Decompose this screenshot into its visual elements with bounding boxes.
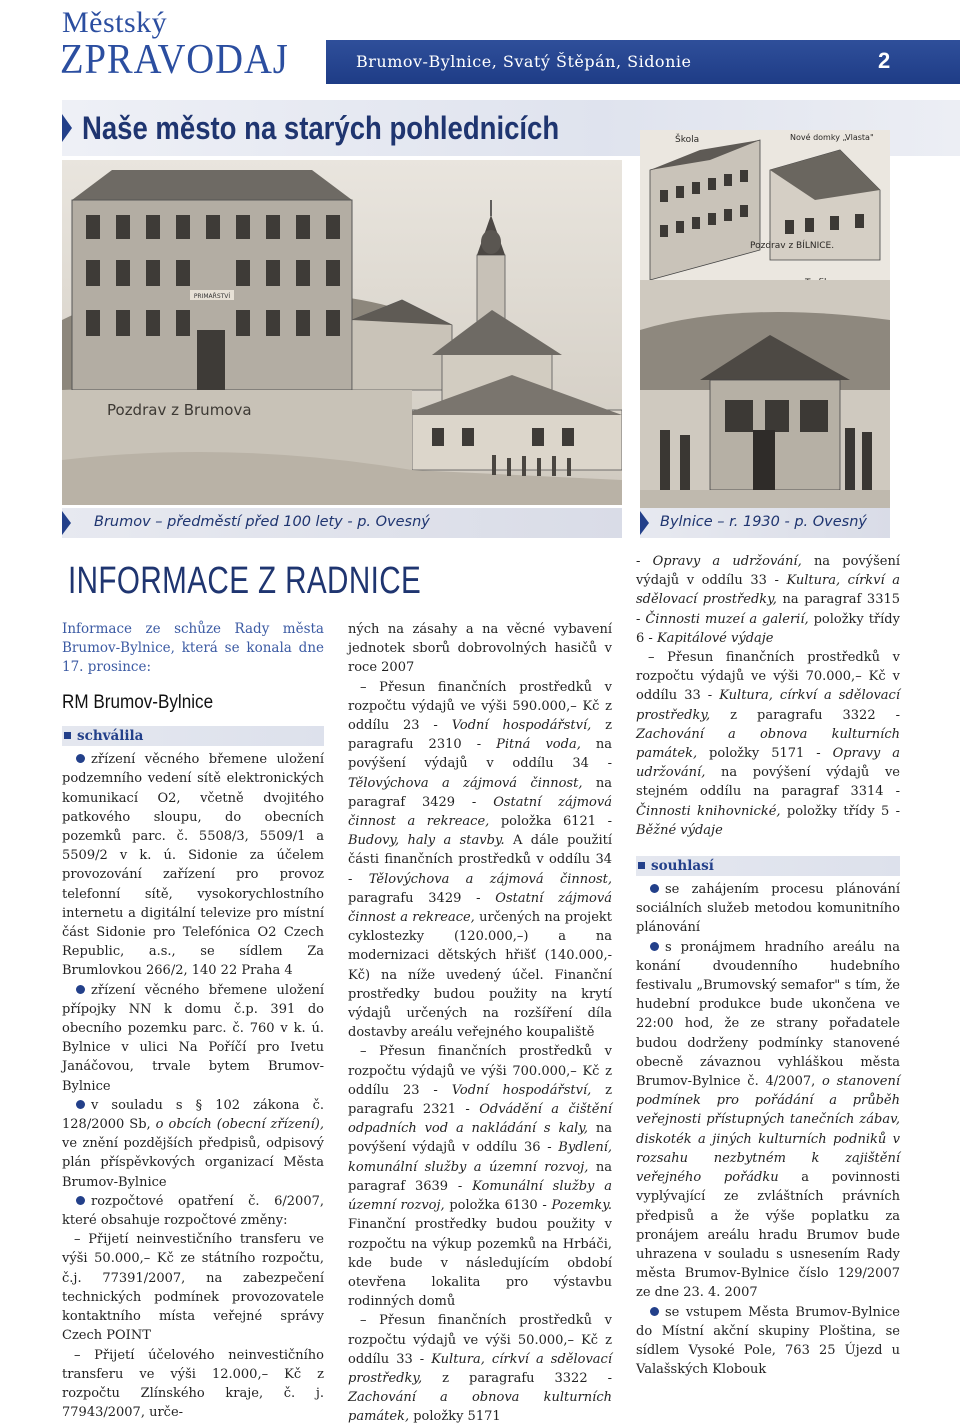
text-italic: Ostatní zájmová činnost a rekreace, [348, 794, 612, 830]
text: Finanční prostředky budou použity v rozpočtu na výkup pozemků na Hrbáči, kde bude v následujícím období otevřena lokalita pro výstavbu rodinných domů [348, 1217, 612, 1310]
label-houses: Nové domky „Vlasta" [790, 133, 874, 142]
text-italic: Bydlení, komunální služby a územní rozvoj, [348, 1140, 612, 1175]
column-2 [348, 620, 612, 1427]
text: na povýšení výdajů v oddílu 33 - [636, 554, 900, 589]
text: na paragraf 3315 - [636, 592, 901, 627]
paragraph-text: a povinnosti vyplývající ze zvláštních právních předpisů a že výše poplatku za pronájem areálu hradu Brumov bude uhrazena v souladu s usnesením Rady města Brumov-Bylnice číslo 129/2007 ze dne 23. 4. 2007 [636, 1170, 900, 1301]
paragraph [62, 981, 324, 1096]
label-school: Škola [675, 135, 700, 145]
caption-right: Bylnice – r. 1930 - p. Ovesný [660, 514, 868, 530]
text-italic: Odvádění a čištění odpadních vod a nakládání s kaly, [348, 1102, 612, 1137]
section-heading: INFORMACE Z RADNICE [68, 560, 422, 602]
text: – Přesun finančních prostředků v rozpočtu výdajů ve výši 700.000,– Kč z oddílu 23 - [348, 1044, 612, 1098]
text: na povýšení výdajů v oddílu 34 - [348, 737, 613, 772]
paragraph [636, 648, 900, 840]
caption-left: Brumov – předměstí před 100 lety - p. Ovesný [94, 514, 430, 530]
greeting-brumov: Pozdrav z Brumova [107, 401, 252, 419]
paragraph-text: v souladu s § 102 zákona č. 128/2000 Sb, [62, 1097, 324, 1133]
text: - [636, 554, 641, 569]
text: – Přesun finančních prostředků v rozpočtu výdajů ve výši 590.000,– Kč z oddílu 23 - [348, 679, 612, 734]
text-italic: Tělovýchova a zájmová činnost, [348, 775, 583, 791]
paragraph [348, 1042, 612, 1311]
paragraph [348, 678, 612, 1043]
text-italic: Kultura, církví a sdělovací prostředky, [636, 688, 900, 723]
caption-left-arrow-icon [62, 511, 71, 535]
text: položky třídy 6 - [636, 611, 900, 646]
text-italic: Ostatní zájmová činnost a rekreace, [348, 890, 612, 926]
square-bullet-icon [638, 862, 645, 869]
column-1 [62, 620, 324, 1422]
paragraph-text: s pronájmem hradního areálu na konání dvoudenního hudebního festivalu „Brumovský semafor" s tím, že hudební produkce bude ukončena ve 22:00 hod, že ze strany pořadatele budou dodrženy podmínky stanovené obecně závaznou vyhláškou města Brumov-Bylnice č. 4/2007, [636, 939, 900, 1090]
masthead-line1: Městský [62, 6, 168, 39]
bullet-icon [650, 884, 659, 893]
paragraph-text-italic: o stanovení podmínek pro pořádání a průběh veřejnosti přístupných tanečních zábav, diskoték a jiných kulturních podniků v rozsahu nezbytném k zajištění veřejného pořádku [636, 1074, 900, 1186]
caption-right-arrow-icon [640, 511, 649, 535]
text: položky třídy 5 - [786, 803, 901, 819]
paragraph [636, 880, 900, 938]
text-italic: Vodní hospodářství, [451, 718, 592, 734]
text-italic: Zachování a obnova kulturních památek, [348, 1390, 612, 1425]
postcard-brumov-drawing [62, 160, 622, 505]
tag-bar-souhlasi [636, 856, 900, 876]
bullet-icon [76, 1100, 85, 1109]
text: určených na projekt cyklostezky (120.000,–) a na modernizaci dětských hřišť (140.000,- Kč) na níže uvedený účel. Finanční prostředky budou použity na krytí výdajů určených na rozšíření díla dostavby areálu veřejného koupaliště [348, 910, 612, 1041]
text: z paragrafu 2321 - [348, 1082, 613, 1118]
paragraph-text: zřízení věcného břemene uložení podzemního vedení sítě elektronických komunikací O2, včetně dvojitého patkového sloupu, do obecních pozemků parc. č. 5508/3, 5509/1 a 5509/2 v k. ú. Sidonie za účelem provozování zařízení pro provoz telefonní sítě, vysokorychlostního internetu a digitální televize pro místní část Sidonie pro Telefónica O2 Czech Republic, a.s., se sídlem Za Brumlovkou 266/2, 140 22 Praha 4 [62, 752, 324, 979]
text-italic: Kultura, církví a sdělovací prostředky, [348, 1351, 612, 1386]
page-title: Naše město na starých pohlednicích [82, 110, 560, 146]
text-italic: Pozemky. [551, 1198, 612, 1214]
column-3 [636, 552, 900, 1379]
postcard-bylnice [640, 130, 890, 508]
tag-bar-schvalila [62, 726, 324, 746]
square-bullet-icon [64, 732, 71, 739]
text-italic: Vodní hospodářství, [451, 1082, 592, 1098]
text: na povýšení výdajů ve stejném oddílu na paragraf 3314 - [636, 765, 900, 800]
text-italic: Zachování a obnova kulturních památek, [636, 726, 900, 762]
text-italic: Tělovýchova a zájmová činnost, [368, 871, 612, 887]
text: paragrafu 3429 - [348, 890, 481, 906]
text: z paragrafu 3322 - [730, 707, 900, 723]
text-italic: Opravy a udržování, [652, 554, 802, 569]
text-italic: Činnosti knihovnické, [636, 803, 781, 819]
paragraph: – Přijetí účelového neinvestičního transferu ve výši 12.000,– Kč z rozpočtu Zlínského kraje, č. j. 77943/2007, urče- [62, 1347, 324, 1421]
page-number: 2 [878, 48, 891, 73]
text: na povýšení výdajů v oddílu 36 - [348, 1121, 612, 1156]
paragraph-text: ve znění pozdějších předpisů, odpisový plán příspěvkových organizací Města Brumov-Bylnice [62, 1136, 324, 1190]
subheading-rm: RM Brumov-Bylnice [62, 692, 214, 713]
bullet-icon [650, 1307, 659, 1316]
paragraph [62, 1096, 324, 1192]
bullet-icon [76, 754, 85, 763]
paragraph [636, 938, 900, 1303]
text: položky 5171 [413, 1409, 501, 1425]
text-italic: Budovy, haly a stavby. [348, 833, 505, 849]
tag-souhlasi: souhlasí [651, 858, 714, 875]
paragraph [348, 1311, 612, 1426]
paragraph-text: se vstupem Města Brumov-Bylnice do Místní akční skupiny Ploština, se sídlem Vysoké Pole, 763 25 Újezd u Valašských Klobouk [636, 1304, 900, 1378]
text: položka 6130 - [449, 1198, 547, 1214]
paragraph [636, 1303, 900, 1380]
paragraph-text: rozpočtové opatření č. 6/2007, které obsahuje rozpočtové změny: [62, 1193, 324, 1229]
text-italic: Pitná voda, [496, 737, 581, 753]
text: na paragraf 3429 - [348, 775, 612, 810]
paragraph [636, 552, 900, 648]
text: položka 6121 - [500, 814, 612, 830]
title-arrow-icon [62, 114, 72, 142]
paragraph-text: se zahájením procesu plánování sociálních služeb metodou komunitního plánování [636, 882, 900, 936]
text-italic: Běžné výdaje [636, 822, 723, 838]
bullet-icon [76, 1196, 85, 1205]
text: na paragraf 3639 - [348, 1159, 612, 1194]
postcard-bylnice-drawing [640, 130, 890, 508]
text-italic: Opravy a udržování, [636, 746, 900, 781]
masthead-line2: ZPRAVODAJ [60, 37, 289, 83]
text: položky 5171 - [709, 746, 821, 762]
greeting-bylnice: Pozdrav z BÍLNICE. [750, 241, 835, 251]
paragraph [62, 1192, 324, 1230]
text: z paragrafu 2310 - [348, 718, 613, 753]
text-italic: Činnosti muzeí a galerií, [645, 611, 809, 627]
text-italic: Komunální služby a územní rozvoj, [348, 1178, 612, 1214]
paragraph-text: zřízení věcného břemene uložení přípojky NN k domu č.p. 391 do obecního pozemku parc. č. 760 v k. ú. Bylnice v ulici Na Poříčí pro Ivetu Janáčovou, trvale bytem Brumov-Bylnice [62, 982, 324, 1094]
text-italic: Kapitálové výdaje [656, 630, 774, 646]
text: z paragrafu 3322 - [442, 1370, 612, 1386]
building-sign-text: PRIMAŘSTVÍ [193, 293, 231, 300]
text: A dále použití části finančních prostředků v oddílu 34 - [348, 833, 612, 887]
paragraph: ných na zásahy a na věcné vybavení jednotek sborů dobrovolných hasičů v roce 2007 [348, 622, 612, 676]
text: – Přesun finančních prostředků v rozpočtu výdajů ve výši 70.000,– Kč v oddílu 33 - [636, 650, 900, 704]
bullet-icon [650, 942, 659, 951]
paragraph-text-italic: o obcích (obecní zřízení), [155, 1117, 324, 1133]
bullet-icon [76, 985, 85, 994]
text-italic: Kultura, církví a sdělovací prostředky, [636, 573, 900, 608]
postcard-brumov [62, 160, 622, 505]
lead-paragraph: Informace ze schůze Rady města Brumov-Bylnice, která se konala dne 17. prosince: [62, 621, 324, 675]
text: – Přesun finančních prostředků v rozpočtu výdajů ve výši 50.000,– Kč z oddílu 33 - [348, 1313, 612, 1367]
paragraph [62, 750, 324, 980]
tag-schvalila: schválila [77, 728, 144, 745]
paragraph: – Přijetí neinvestičního transferu ve výši 50.000,– Kč ze státního rozpočtu, č.j. 77391/2007, na zabezpečení technických podmínek provozovatele kontaktního místa veřejné správy Czech POINT [62, 1232, 324, 1344]
header-subtitle: Brumov-Bylnice, Svatý Štěpán, Sidonie [356, 52, 692, 71]
